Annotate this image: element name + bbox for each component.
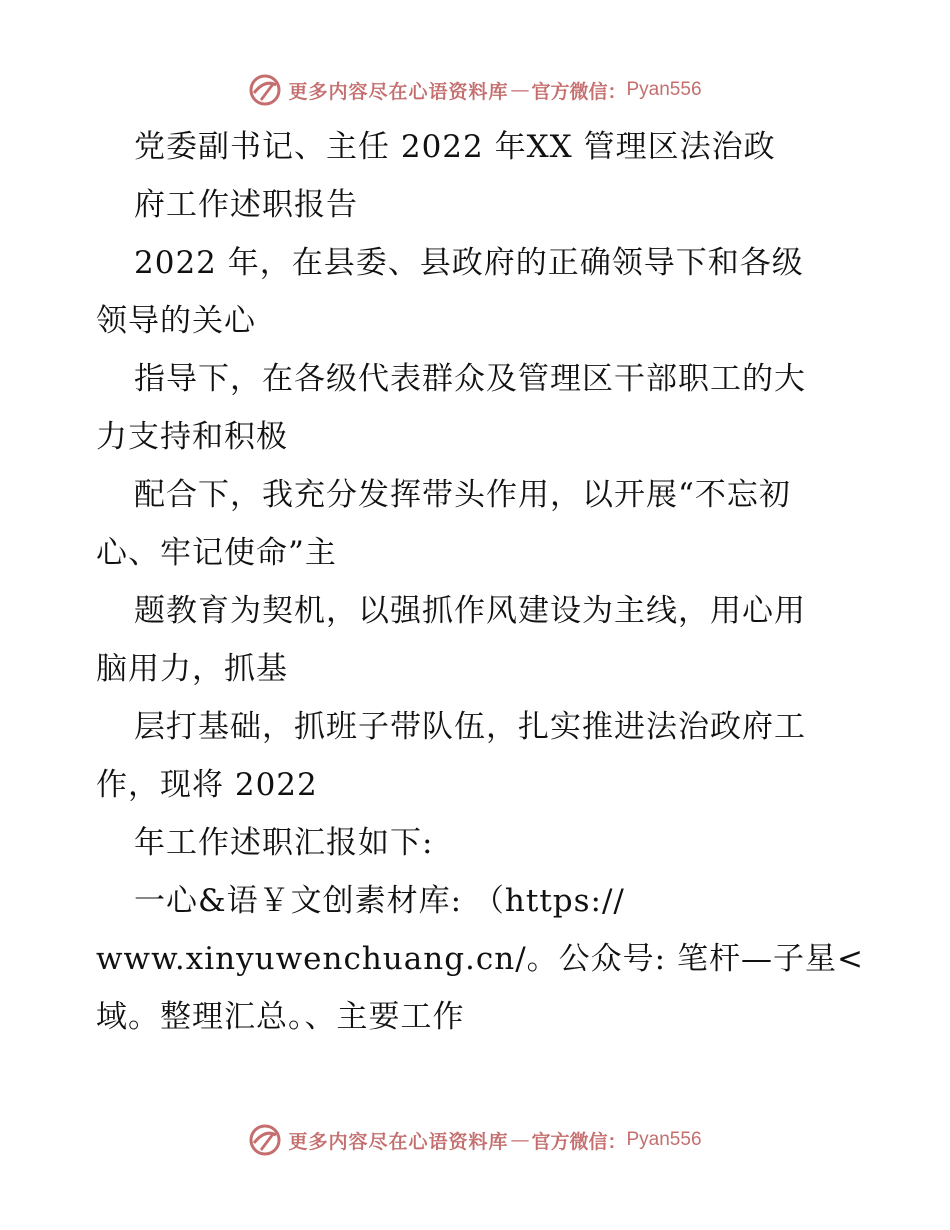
- paragraph-line: 作，现将 2022: [96, 767, 318, 803]
- paragraph-line: 2022 年，在县委、县政府的正确领导下和各级: [134, 245, 804, 281]
- paragraph-line: 配合下，我充分发挥带头作用，以开展“不忘初: [134, 477, 791, 513]
- paragraph-line: 心、牢记使命”主: [96, 535, 337, 571]
- paragraph-line: 域。整理汇总。、主要工作: [96, 999, 465, 1035]
- paragraph-line: 力支持和积极: [96, 419, 288, 455]
- document-body: [96, 118, 866, 1046]
- pen-logo-icon: [248, 73, 282, 107]
- paragraph-line: www.xinyuwenchuang.cn/。公众号: 笔杆—子星<: [96, 941, 864, 977]
- banner-text: 更多内容尽在心语资料库: [288, 1130, 509, 1153]
- paragraph-line: 指导下，在各级代表群众及管理区干部职工的大: [134, 361, 806, 397]
- pen-logo-icon: [248, 1123, 282, 1157]
- paragraph-line: 题教育为契机，以强抓作风建设为主线，用心用: [134, 593, 806, 629]
- banner-dash: —: [510, 1129, 530, 1151]
- footer-banner: [0, 1120, 950, 1160]
- title-line-1: 党委副书记、主任 2022 年XX 管理区法治政: [134, 129, 776, 165]
- paragraph-line: 层打基础，抓班子带队伍，扎实推进法治政府工: [134, 709, 806, 745]
- banner-wechat-id: Pyan556: [626, 1129, 702, 1150]
- banner-text: 更多内容尽在心语资料库: [288, 80, 509, 103]
- paragraph-line: 领导的关心: [96, 303, 256, 339]
- paragraph-line: 一心&语￥文创素材库: （https://: [134, 883, 625, 919]
- title-line-2: 府工作述职报告: [134, 187, 358, 223]
- banner-wechat-label: 官方微信：: [531, 1130, 627, 1153]
- paragraph-line: 年工作述职汇报如下:: [134, 825, 434, 861]
- banner-wechat-label: 官方微信：: [531, 80, 627, 103]
- banner-dash: —: [510, 79, 530, 101]
- banner-wechat-id: Pyan556: [626, 79, 702, 100]
- header-banner: [0, 70, 950, 110]
- paragraph-line: 脑用力，抓基: [96, 651, 288, 687]
